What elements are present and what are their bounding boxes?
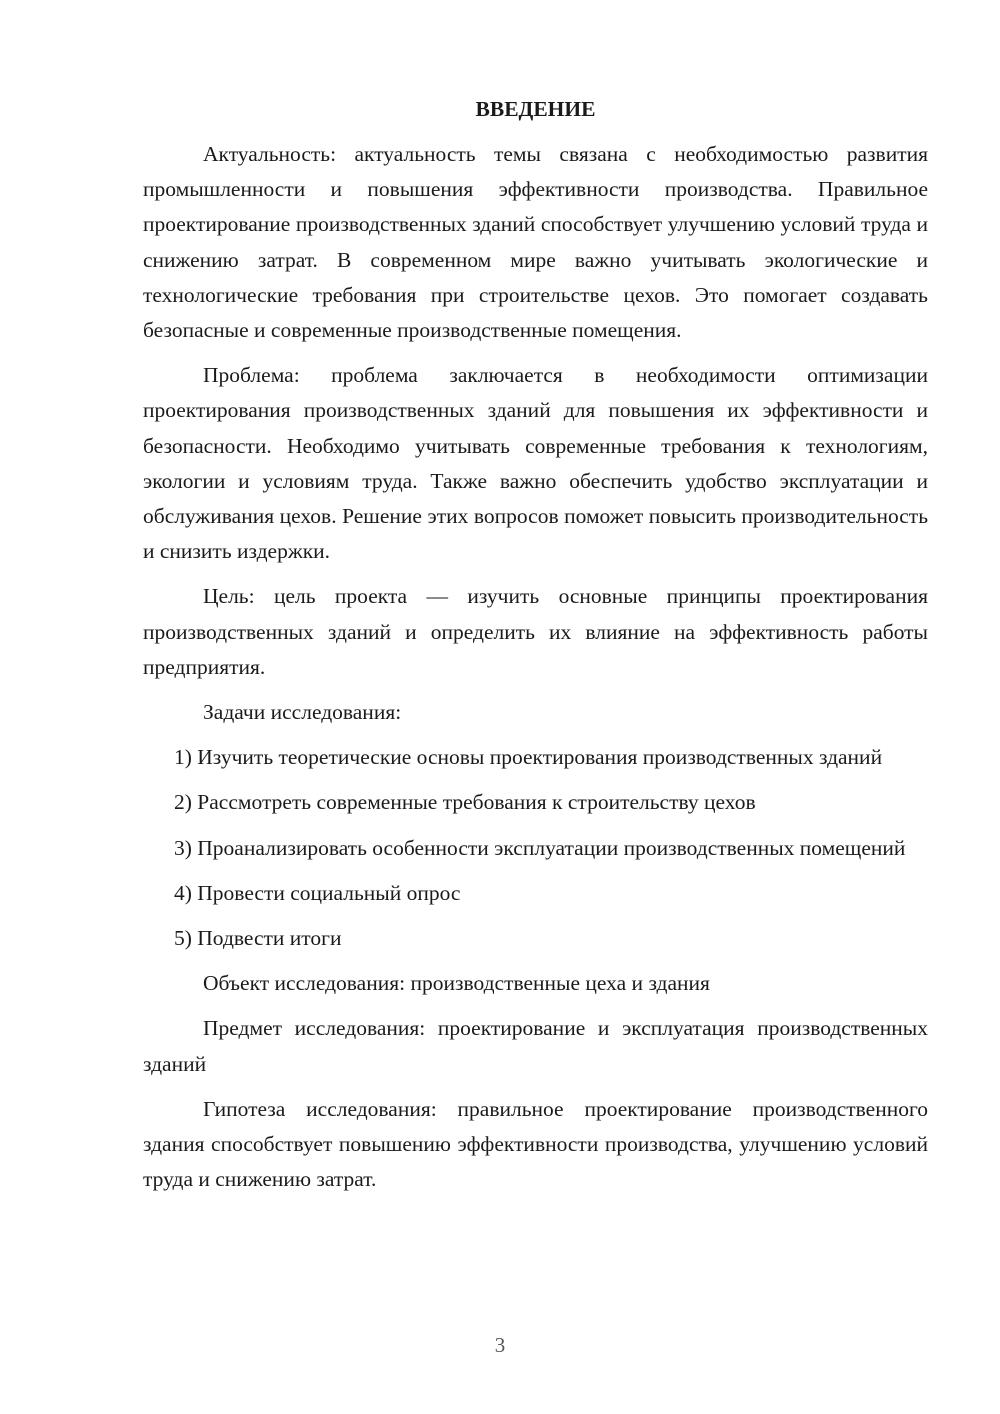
task-item-4: 4) Провести социальный опрос [174, 880, 461, 905]
paragraph-relevance: Актуальность: актуальность темы связана с необходимостью развития промышленности и повышения эффективности производства. Правильное проектирование производственных зданий способствует улучшению условий труда и снижению затрат. В современном мире важно учитывать экологические и технологические требования при строительстве цехов. Это помогает создавать безопасные и современные производственные помещения. [143, 142, 928, 343]
paragraph-hypothesis: Гипотеза исследования: правильное проектирование производственного здания способствует повышению эффективности производства, улучшению условий труда и снижению затрат. [143, 1096, 928, 1192]
paragraph-subject: Предмет исследования: проектирование и эксплуатация производственных зданий [143, 1016, 928, 1076]
task-item-3: 3) Проанализировать особенности эксплуатации производственных помещений [174, 835, 906, 860]
document-page [143, 92, 928, 1207]
task-item-1: 1) Изучить теоретические основы проектирования производственных зданий [174, 745, 883, 770]
task-item-2: 2) Рассмотреть современные требования к строительству цехов [174, 790, 756, 815]
task-item-5: 5) Подвести итоги [174, 926, 342, 951]
paragraph-object: Объект исследования: производственные цеха и здания [203, 971, 710, 996]
page-title: ВВЕДЕНИЕ [475, 97, 596, 121]
tasks-heading: Задачи исследования: [203, 700, 402, 725]
page-number: 3 [494, 1333, 506, 1357]
paragraph-problem: Проблема: проблема заключается в необходимости оптимизации проектирования производственных зданий для повышения их эффективности и безопасности. Необходимо учитывать современные требования к технологиям, экологии и условиям труда. Также важно обеспечить удобство эксплуатации и обслуживания цехов. Решение этих вопросов поможет повысить производительность и снизить издержки. [143, 363, 928, 564]
paragraph-goal: Цель: цель проекта — изучить основные принципы проектирования производственных зданий и определить их влияние на эффективность работы предприятия. [143, 584, 928, 679]
